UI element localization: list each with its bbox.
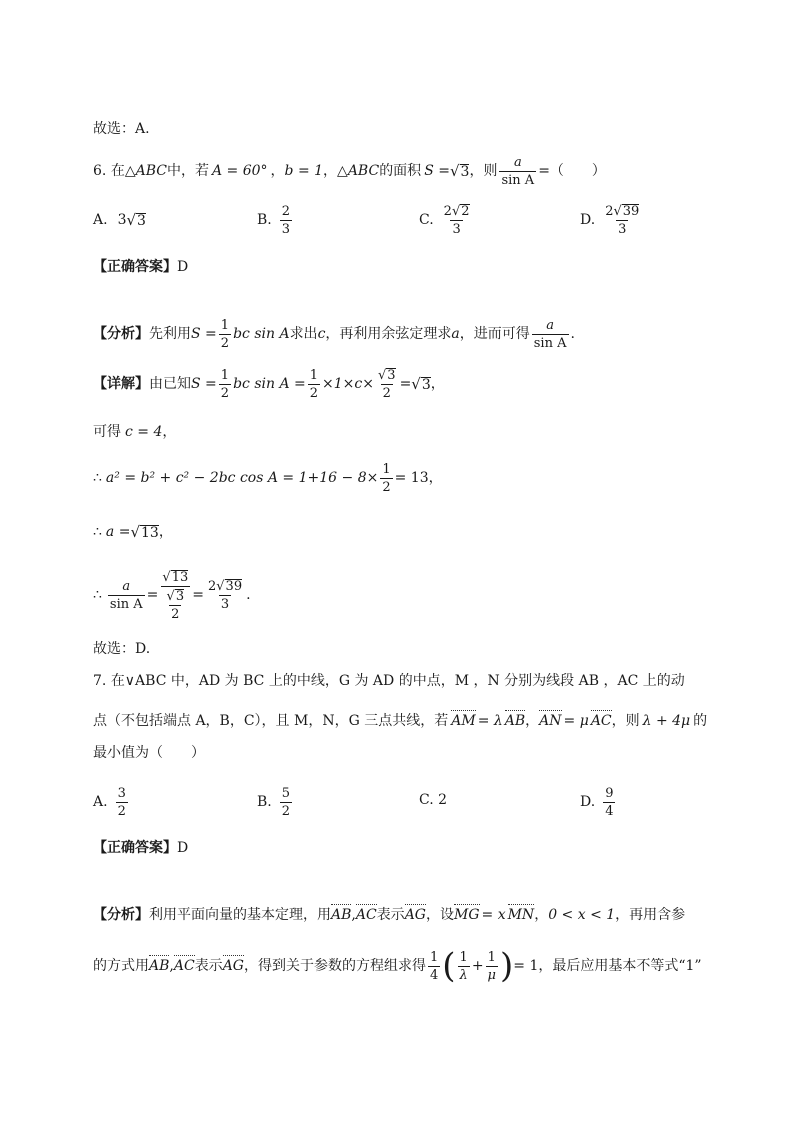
vector-AM: AM xyxy=(451,713,476,729)
fraction-num: a xyxy=(513,154,522,170)
q6-stem xyxy=(93,151,606,191)
fraction-den: 2 xyxy=(171,606,180,622)
fraction-num: 5 xyxy=(281,785,291,801)
option-value: 3 xyxy=(117,212,127,228)
analysis-text: 先利用 xyxy=(149,326,191,342)
analysis-text: . xyxy=(570,326,575,342)
fraction-num-coef: 2 xyxy=(443,204,452,219)
therefore-symbol: ∴ xyxy=(93,587,102,603)
fraction-num-coef: 2 xyxy=(207,579,217,594)
fraction-num: 1 xyxy=(382,461,391,477)
radicand: 39 xyxy=(225,579,243,594)
a-over-sinA xyxy=(532,319,569,350)
q6-detail-line1 xyxy=(93,362,445,406)
q7-option-c xyxy=(419,793,447,807)
detail-text: ， xyxy=(158,524,173,540)
analysis-text: 表示 xyxy=(376,907,405,923)
sqrt3-over-2 xyxy=(165,589,187,621)
fraction-num xyxy=(442,204,472,220)
a-over-sinA xyxy=(108,580,145,611)
fraction-num: 1 xyxy=(309,367,319,383)
sqrt3-over-2 xyxy=(376,368,398,400)
q6-option-d xyxy=(580,200,643,240)
fraction-den: sin A xyxy=(501,172,535,188)
therefore-symbol: ∴ xyxy=(93,470,102,486)
option-label: B. xyxy=(257,794,272,810)
vector-AG: AG xyxy=(404,907,426,923)
answer-tag: 【正确答案】 xyxy=(93,259,177,275)
equals: = xyxy=(399,376,412,392)
analysis-text: ，得到关于参数的方程组求得 xyxy=(243,958,426,974)
q6-text: ， xyxy=(270,163,285,179)
fraction-num: 9 xyxy=(605,785,614,801)
vector-MN: MN xyxy=(507,907,535,923)
fraction-num xyxy=(603,204,641,220)
quarter-fraction xyxy=(428,951,440,982)
radicand: 13 xyxy=(171,569,189,585)
fraction-num-radicand: 2 xyxy=(461,204,470,219)
option-fraction xyxy=(603,787,615,818)
half-fraction xyxy=(308,369,320,400)
q7-number: 7. xyxy=(93,673,107,689)
q6-abc: ABC xyxy=(135,163,167,179)
sqrt-symbol: √ xyxy=(130,522,141,541)
fraction-den: 2 xyxy=(220,335,230,351)
result-fraction xyxy=(206,579,244,611)
fraction-den: λ xyxy=(459,967,468,983)
fraction-den: 4 xyxy=(605,803,614,819)
q6-fraction xyxy=(499,156,536,187)
detail-text: ， xyxy=(430,376,445,392)
radicand: 3 xyxy=(421,376,431,393)
q7-text: ， xyxy=(525,713,540,729)
q7-eq: = μ xyxy=(563,713,589,729)
q6-option-a xyxy=(93,200,146,240)
q7-text: 在∨ABC 中，AD 为 BC 上的中线，G 为 AD 的中点，M ，N 分别为线段 AB ，AC 上的动 xyxy=(110,673,685,689)
option-label: C. xyxy=(419,212,434,228)
vector-AN: AN xyxy=(539,713,562,729)
q6-option-b xyxy=(257,200,294,240)
detail-text: 由已知 xyxy=(149,376,191,392)
fraction-den: 2 xyxy=(220,385,230,401)
q7-line3: 最小值为（ ） xyxy=(93,745,205,761)
vector-AC: AC xyxy=(355,907,377,923)
q6-detail-line5 xyxy=(93,560,251,630)
q7-analysis-line1 xyxy=(93,904,685,926)
fraction-den: 3 xyxy=(220,597,230,612)
fraction-num: a xyxy=(122,578,131,594)
q6-text: 在 xyxy=(110,163,125,179)
range-x: 0 < x < 1 xyxy=(548,907,616,923)
q7-line1 xyxy=(93,674,685,688)
analysis-text: 表示 xyxy=(194,958,223,974)
q7-expression: λ + 4μ xyxy=(642,713,691,729)
fraction-den: 2 xyxy=(382,479,391,495)
vector-AB: AB xyxy=(331,907,352,923)
triangle-symbol: △ xyxy=(337,163,348,179)
answer-value: D xyxy=(177,259,189,275)
left-paren: ( xyxy=(442,946,456,986)
fraction-num: 2 xyxy=(281,203,291,219)
fraction-den: μ xyxy=(487,967,496,983)
analysis-text: ， xyxy=(534,907,549,923)
fraction-num xyxy=(165,589,187,605)
sqrt-symbol: √ xyxy=(162,569,171,585)
fraction-num: 1 xyxy=(459,949,468,965)
option-fraction xyxy=(116,787,128,818)
fraction-num-radicand: 39 xyxy=(622,204,640,219)
q6-detail-line4 xyxy=(93,520,173,544)
sqrt-symbol: √ xyxy=(216,579,225,594)
q6-sqrt3: 3 xyxy=(460,163,470,180)
cosine-law: a² = b² + c² − 2bc cos A = 1+16 − 8× xyxy=(105,470,379,486)
radicand: 3 xyxy=(175,588,185,604)
sqrt-symbol: √ xyxy=(613,204,622,219)
sqrt-symbol: √ xyxy=(166,588,175,604)
vector-AC: AC xyxy=(590,713,612,729)
q7-line2 xyxy=(93,710,707,732)
q6-answer xyxy=(93,260,188,274)
var-c: c xyxy=(317,326,326,342)
fraction-den: 3 xyxy=(618,222,627,237)
q6-side-b: b = 1 xyxy=(284,163,324,179)
option-fraction xyxy=(280,787,292,818)
half-fraction xyxy=(380,463,392,494)
option-label: B. xyxy=(257,212,272,228)
fraction-den: 3 xyxy=(281,221,291,237)
option-fraction xyxy=(280,205,292,236)
radicand: 13 xyxy=(141,524,159,541)
q6-text: ，则 xyxy=(469,163,498,179)
vector-AG: AG xyxy=(222,958,244,974)
q6-text: 的面积 xyxy=(379,163,422,179)
fraction-den: 2 xyxy=(382,386,391,401)
q6-detail-line3 xyxy=(93,458,443,498)
detail-text: = 13， xyxy=(394,470,443,486)
analysis-tag: 【分析】 xyxy=(93,907,149,923)
analysis-text: 求出 xyxy=(289,326,318,342)
analysis-tag: 【分析】 xyxy=(93,326,149,342)
right-paren: ) xyxy=(500,946,514,986)
option-label: A. xyxy=(93,212,108,228)
formula-a: a = xyxy=(105,524,131,540)
q6-tail: =（ ） xyxy=(538,163,606,179)
fraction-num xyxy=(206,579,244,595)
half-fraction xyxy=(219,369,231,400)
option-label: D. xyxy=(580,794,596,810)
formula-bcsinA: bc sin A xyxy=(233,326,290,342)
fraction-den: 2 xyxy=(117,803,126,819)
fraction-num: 1 xyxy=(429,949,439,965)
fraction-den: 3 xyxy=(452,222,461,237)
answer-tag: 【正确答案】 xyxy=(93,840,177,856)
fraction-num: 1 xyxy=(487,949,496,965)
analysis-text: ，进而可得 xyxy=(459,326,530,342)
analysis-text: ，最后应用基本不等式“1” xyxy=(538,958,702,974)
option-radicand: 3 xyxy=(137,212,146,229)
q6-text: 中，若 xyxy=(166,163,209,179)
q7-option-d xyxy=(580,782,617,822)
option-label: A. xyxy=(93,794,108,810)
option-label: D. xyxy=(580,212,596,228)
fraction-den: sin A xyxy=(109,596,143,612)
q6-analysis xyxy=(93,314,575,354)
analysis-text: 的方式用 xyxy=(93,958,149,974)
formula-part: ×1×c× xyxy=(322,376,374,392)
q7-analysis-line2 xyxy=(93,944,702,988)
radicand: 3 xyxy=(387,368,396,383)
prev-conclusion: 故选：A. xyxy=(93,121,150,137)
formula-S: S = xyxy=(191,376,217,392)
q7-eq: = λ xyxy=(477,713,503,729)
q6-conclusion: 故选：D. xyxy=(93,641,151,657)
q6-detail-line2 xyxy=(93,425,176,439)
vector-AB: AB xyxy=(149,958,170,974)
q7-text: 点（不包括端点 A，B，C），且 M，N，G 三点共线，若 xyxy=(93,713,449,729)
q6-text: ， xyxy=(323,163,338,179)
option-label: C. xyxy=(419,792,434,808)
q6-number: 6. xyxy=(93,163,107,179)
fraction-den: 4 xyxy=(429,967,439,983)
q6-area-S: S = xyxy=(424,163,450,179)
q6-abc: ABC xyxy=(347,163,380,179)
q6-angle-A: A = 60° xyxy=(211,163,268,179)
detail-text: ， xyxy=(162,424,177,440)
fraction-den: sin A xyxy=(533,335,567,351)
equals: = xyxy=(192,587,204,603)
analysis-text: ，再利用余弦定理求 xyxy=(325,326,452,342)
analysis-text: 利用平面向量的基本定理，用 xyxy=(149,907,331,923)
detail-text: 可得 xyxy=(93,424,121,440)
vector-MG: MG xyxy=(453,907,480,923)
one-over-lambda xyxy=(458,951,470,982)
analysis-text: ，再用含参 xyxy=(615,907,686,923)
sqrt-symbol: √ xyxy=(451,204,461,219)
sqrt-symbol: √ xyxy=(449,161,460,180)
analysis-text: , xyxy=(169,958,174,974)
fraction-num: 1 xyxy=(220,317,230,333)
formula-part: = x xyxy=(481,907,506,923)
vector-AC: AC xyxy=(173,958,195,974)
plus: + xyxy=(471,958,484,974)
therefore-symbol: ∴ xyxy=(93,524,102,540)
formula-part: = 1 xyxy=(513,958,539,974)
formula-c: c = 4 xyxy=(125,424,163,440)
fraction-num xyxy=(160,570,190,586)
analysis-text: ，设 xyxy=(425,907,454,923)
formula-S: S = xyxy=(191,326,217,342)
fraction-num: 1 xyxy=(220,367,230,383)
one-over-mu xyxy=(486,951,498,982)
q6-option-c xyxy=(419,200,474,240)
var-a: a xyxy=(451,326,460,342)
q7-option-b xyxy=(257,782,294,822)
option-fraction xyxy=(442,204,472,236)
vector-AB: AB xyxy=(504,713,526,729)
q7-text: ，则 xyxy=(611,713,640,729)
equals: = xyxy=(146,587,159,603)
fraction-num: 3 xyxy=(117,785,126,801)
sqrt-symbol: √ xyxy=(126,210,137,229)
detail-tag: 【详解】 xyxy=(93,376,149,392)
fraction-den xyxy=(161,586,191,621)
answer-value: D xyxy=(177,840,189,856)
half-fraction xyxy=(219,319,231,350)
fraction-den: 2 xyxy=(309,385,319,401)
detail-text: . xyxy=(246,587,251,603)
q7-text: 的 xyxy=(693,713,708,729)
fraction-num: a xyxy=(546,317,555,333)
analysis-text: , xyxy=(351,907,356,923)
formula-part: bc sin A = xyxy=(233,376,306,392)
triangle-symbol: △ xyxy=(124,163,136,179)
fraction-den: 2 xyxy=(281,803,291,819)
fraction-num xyxy=(376,368,398,384)
compound-fraction xyxy=(160,570,190,621)
option-value: 2 xyxy=(438,792,448,808)
q7-answer xyxy=(93,841,188,855)
fraction-num-coef: 2 xyxy=(605,204,614,219)
option-fraction xyxy=(603,204,641,236)
sqrt-symbol: √ xyxy=(377,368,387,383)
sqrt-symbol: √ xyxy=(411,374,421,393)
q7-option-a xyxy=(93,782,130,822)
